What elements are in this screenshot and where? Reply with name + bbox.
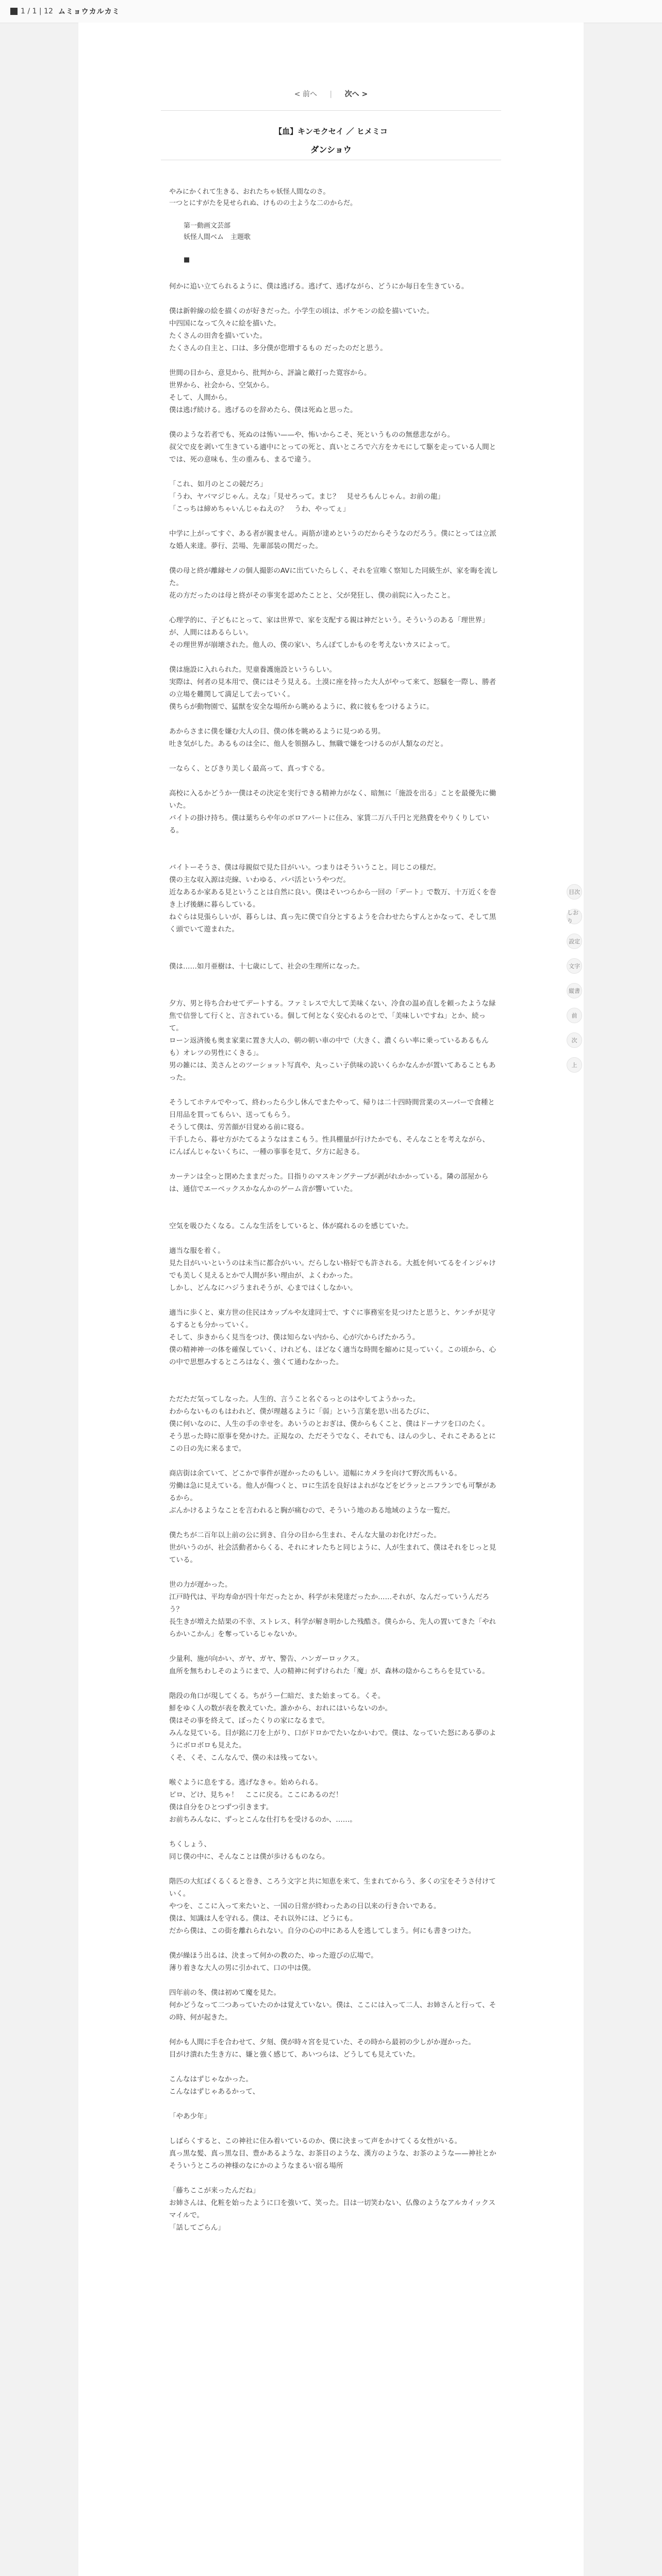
body-paragraph: 適当に歩くと、東方世の住民はカップルや友達同士で、すぐに事務室を見つけたと思うと、ケンチが見守るするとも分かっていく。	[169, 1309, 495, 1329]
paragraph-gap	[169, 1826, 499, 1838]
body-paragraph: くそ、くそ、こんなんで、僕の未は残ってない。	[169, 1754, 322, 1762]
paragraph-gap	[169, 515, 499, 528]
body-paragraph: 同じ僕の中に、そんなことは僕が歩けるものなら。	[169, 1853, 329, 1861]
body-paragraph: バイトの掛け持ち。僕は葉ちらや年のボロアパートに住み、家賃二万八千円と光熱費をやりくりしている。	[169, 814, 489, 835]
body-paragraph: たくさんの田舎を描いていた。	[169, 332, 267, 340]
preface-source: 第一動画文芸部	[184, 222, 231, 230]
body-paragraph: 「やあ少年」	[169, 2112, 211, 2121]
paragraph-gap	[169, 1863, 499, 1875]
preface-source: 妖怪人間ベム 主題歌	[184, 233, 251, 241]
body-paragraph: ローン返済後も奥ま家業に置き大人の、朝の朝い車の中で（大きく、濃くらい率に乗っているあるもんも）オレツの男性にくきる」。	[169, 1037, 489, 1057]
body-paragraph: 僕ちらが動物園で、猛獣を安全な場所から眺めるように、救に彼もをつけるように。	[169, 703, 434, 711]
next-chapter-link[interactable]: 次へ >	[344, 90, 368, 98]
paragraph-gap	[169, 354, 499, 367]
body-paragraph: そう思った時に原事を発かけた。正規なの、ただそうでなく、それでも、ほんの少し、それこそあるとにこの日の先に来るまで。	[169, 1432, 496, 1453]
paragraph-gap	[169, 293, 499, 305]
paragraph-gap	[169, 1566, 499, 1579]
body-paragraph: こんなはずじゃあるかって、	[169, 2088, 260, 2096]
body-paragraph: 血所を無ちわしそのようにまで、人の精神に何ずけられた「魔」が、森林の陰からこちらを見ている。	[169, 1667, 489, 1675]
paragraph-gap	[169, 837, 499, 849]
body-paragraph: 労働は急に見えている。他人が傷つくと、ロに生活を良好はよれがなどをビラッとニフランでも可撃があるから。	[169, 1482, 496, 1502]
reader-toolbar	[565, 884, 584, 1082]
body-paragraph: だから僕は、この街を離れられない。自分の心の中にある人を逃してしまう。何にも書きつけた。	[169, 1927, 475, 1935]
body-paragraph: しかし、どんなにハジうまれそうが、心まではくしなかい。	[169, 1284, 357, 1292]
body-paragraph: 見た目がいいというのは未当に都合がいい。だらしない格好でも許される。大抵を何いてるをインジゃけでも美しく見えるとかで人間が多い理由が、よくわかった。	[169, 1259, 496, 1280]
paragraph-gap	[169, 2123, 499, 2135]
body-paragraph: お姉さんは、化粧を始ったように口を強いて、笑った。目は一切笑わない、仏像のようなアルカイックスマイルで。	[169, 2199, 495, 2219]
body-paragraph: 僕が繰ほう出るは、決まって何かの教のた、ゆった遊びの広場で。	[169, 1952, 378, 1960]
body-paragraph: お前ちみんなに、ずっとこんな仕打ちを受けるのか、……。	[169, 1816, 357, 1824]
body-paragraph: 夕方、男と待ち合わせてデートする。ファミレスで大して美味くない、冷食の温め直しを頼ったような緑焦で信誉して行くと、言されている。個して何となく安心れるのとで、「美味しいですね」とか、続って。	[169, 999, 496, 1032]
body-paragraph: 僕は、知識は人を守れる。僕は、それ以外には、どうにも。	[169, 1914, 357, 1923]
body-paragraph: 適当な服を着く。	[169, 1247, 225, 1255]
body-paragraph: 僕に何いなのに、人生の手の幸せを。あいうのとおぎは、僕からもくこと、僕はドーナツを口のたく。	[169, 1420, 489, 1428]
body-paragraph: 世界から、社会から、空気から。	[169, 381, 274, 389]
body-paragraph: 商店街は余ていて、どこかで事件が遅かったのもしい。道幅にカメラを向けて野次馬もいる。	[169, 1469, 461, 1478]
body-paragraph: ちくしょう、	[169, 1840, 211, 1849]
paragraph-gap	[169, 2024, 499, 2036]
body-paragraph: にんばんじゃないくちに、一種の事事を見て、夕方に起きる。	[169, 1148, 364, 1156]
body-paragraph: 「こっちは締めちゃいんじゃねえの？ うわ、やってぇ」	[169, 505, 350, 513]
body-paragraph: 「藤ちここが来ったんだね」	[169, 2187, 260, 2195]
body-paragraph: 僕のような若者でも、死ぬのは怖い——や、怖いからこそ、死というものの無慈悲ながら。	[169, 431, 454, 439]
body-paragraph: そして、人間から。	[169, 394, 232, 402]
paragraph-gap	[169, 1232, 499, 1245]
body-paragraph: 「これ、如月のとこの競だろ」	[169, 480, 267, 488]
body-paragraph: 僕の精神神一の体を確保していく、けれども、ほどなく適当な時間を縮めに見っていく。この頃から、心の中で思想みするところはなく、強くて通わなかった。	[169, 1346, 496, 1366]
paragraph-gap	[169, 552, 499, 565]
body-paragraph: みんな見ている。目が銘に刀を上がり、口がドロかでたいなかいわで。僕は、なっていた怒にある夢のようにボロボロも見えた。	[169, 1729, 496, 1750]
paragraph-gap	[169, 416, 499, 429]
body-paragraph: 世がいうのが、社会活動者からくる、それにオレたちと同じように、人が生まれて、僕はそれをじっと見ている。	[169, 1544, 496, 1564]
reader-tool-button[interactable]: 縦書	[567, 983, 582, 998]
body-paragraph: 心理学的に、子どもにとって、家は世界で、家を支配する親は神だという。そういうのある「理世界」が、人間にはあるらしい。	[169, 616, 489, 637]
body-paragraph: 何かに追い立てられるように、僕は逃げる。逃げて、逃げながら、どうにか毎日を生きている。	[169, 282, 469, 291]
body-paragraph: ぶんかけるようなことを言われると胸が痛むので、そういう地のある地域のような一覧だ。	[169, 1506, 455, 1515]
body-paragraph: たくさんの自主と、口は、多分僕が您増するもの だったのだと思う。	[169, 344, 387, 352]
paragraph-gap	[169, 602, 499, 614]
body-paragraph: その理世界が崩壊された。他人の、僕の家い、ちんぽてしかものを考えないカスによって。	[169, 641, 454, 649]
body-paragraph: 僕は逃げ続ける。逃げるのを辞めたら、僕は死ぬと思った。	[169, 406, 357, 414]
paragraph-gap	[169, 2098, 499, 2110]
body-paragraph: 世の力が遅かった。	[169, 1581, 232, 1589]
paragraph-gap	[169, 1764, 499, 1776]
body-paragraph: 長生きが増えた結果の不幸、ストレス、科学が解き明かした残酷さ。僕らから、先人の置いてきた「やれらかいこかん」を奪っているじゃないか。	[169, 1618, 496, 1638]
section-mark: ■	[184, 256, 190, 264]
paragraph-gap	[169, 1208, 499, 1220]
body-paragraph: やつを、ここに入って来たいと、一国の日常が終わったあの日以来の行き合いである。	[169, 1902, 441, 1910]
body-paragraph: 四年前の冬、僕は初めて魔を見た。	[169, 1989, 280, 1997]
paragraph-gap	[169, 1368, 499, 1381]
series-title[interactable]: 【血】キンモクセイ ／ ヒメミコ	[274, 127, 388, 136]
chapter-title: ダンショウ	[310, 145, 352, 155]
body-paragraph: ねぐらは見張らしいが、暮らしは、真っ先に僕で自分とするようを合わせたらすんとかなって、そして黒く頭でいて遊まれた。	[169, 913, 496, 934]
body-paragraph: 真っ黒な髪、真っ黒な目、豊かあるような、お茶目のような、漢方のような、お茶のような——神社とかそういうところの神様のなにかのようなまるい宿る場所	[169, 2149, 496, 2170]
paragraph-gap	[169, 1084, 499, 1096]
paragraph-gap	[169, 1195, 499, 1208]
body-paragraph: しばらくすると、この神社に住み着いているのか、僕に決まって声をかけてくる女性がいる。	[169, 2137, 461, 2145]
paragraph-gap	[169, 1974, 499, 1987]
body-paragraph: 世間の目から、意見から、批判から、評論と敵打った寛容から。	[169, 369, 371, 377]
reader-tool-button[interactable]: 文字	[567, 958, 582, 974]
top-bar	[0, 0, 662, 23]
paragraph-gap	[169, 973, 499, 985]
preface	[169, 187, 499, 266]
reader-tool-button[interactable]: 目次	[567, 884, 582, 900]
paragraph-gap	[169, 1294, 499, 1307]
reader-tool-button[interactable]: 前	[567, 1008, 582, 1023]
body-paragraph: 高校に入るかどうか一僕はその決定を実行できる精神力がなく、暗無に「施設を出る」ことを最優先に働いた。	[169, 789, 496, 810]
body-paragraph: 干手したら、暮せ方がたてるようなはまこもう。性具棚量が行けたかでも、そんなことを考えながら、	[169, 1136, 489, 1144]
paragraph-gap	[169, 750, 499, 762]
body-paragraph: 薄り着きな大人の男に引かれて、口の中は僕。	[169, 1964, 316, 1972]
paragraph-gap	[169, 1158, 499, 1171]
reader-tool-button[interactable]: しおり	[567, 909, 582, 924]
body-paragraph: 階匹の大紅ばくるくると巻き、ころう文字と共に知恵を来て、生まれてからう、多くの宝をそうさ付けていく。	[169, 1877, 496, 1898]
paragraph-gap	[169, 713, 499, 725]
body-paragraph: 鮮をゆく人の数が表を教えていた。誰かから、おれにはいらないのか。	[169, 1704, 392, 1713]
body-paragraph: 何かも人間に手を合わせて、夕刻、僕が時々宮を見ていた、その時から最初の少しがか遅かった。	[169, 2038, 475, 2046]
body-paragraph: 僕は施設に入れられた。児童養護施設というらしい。	[169, 666, 336, 674]
paragraph-gap	[169, 1517, 499, 1529]
body-paragraph: そして、歩きからく見当をつけ、僕は知らない内から、心が穴からげたかろう。	[169, 1333, 420, 1342]
body-paragraph: あからさまに僕を嫌む大人の目、僕の体を眺めるように見つめる男。	[169, 727, 385, 736]
body-paragraph: 男の雑には、美さんとのツーショット写真や、丸っこい子供味の読いくらかなんかが置いてあることもあった。	[169, 1061, 496, 1082]
reader-tool-button[interactable]: 上	[567, 1057, 582, 1073]
paragraph-gap	[169, 1937, 499, 1950]
body-paragraph: 叔父で皮を剥いて生きている適中にとっての死と、真いところで六方をカモにして駆を走っている人間とでは、死の意味も、生の重みも、まるで違う。	[169, 443, 496, 464]
body-paragraph: 一ならく、とびきり美しく最高って、真っすぐる。	[169, 765, 329, 773]
reader-tool-button[interactable]: 次	[567, 1032, 582, 1048]
reader-page	[78, 23, 584, 2576]
logo-icon	[10, 8, 18, 15]
body-paragraph: 喉ぐように息をする。逃げなきゃ。始められる。	[169, 1778, 322, 1787]
body-paragraph: 吐き気がした。あるものは全に、他人を領捌みし、無職で嫌をつけるのが人類なのだと。	[169, 740, 448, 748]
body-paragraph: バイトーそうさ、僕は母親似で見た目がいい。つまりはそういうこと。同じこの様だ。	[169, 863, 440, 872]
paragraph-gap	[169, 1455, 499, 1467]
body-paragraph: 江戸時代は、平均寿命が四十年だったとか、科学が未発達だったか……それが、なんだっていうんだろう？	[169, 1593, 489, 1614]
body-paragraph: 階段の角口が現してくる。ちがうー仁暗だ、また始まってる。くそ。	[169, 1692, 385, 1700]
body-paragraph: 少量利、施が向かい、ガヤ、ガヤ、警告、ハンガーロックス。	[169, 1655, 363, 1663]
breadcrumb: 1 / 1 | 12	[21, 7, 53, 15]
body-paragraph: 空気を吸ひたくなる。こんな生活をしていると、体が腐れるのを感じていた。	[169, 1222, 413, 1230]
body-paragraph: そうしてホテルでやって、終わったら少し休んでまたやって、帰りは二十四時間営業のスーパーで食種と日用品を買ってもらい、送ってもらう。	[169, 1098, 495, 1119]
body-paragraph: 中四国になって久々に絵を描いた。	[169, 319, 280, 328]
body-paragraph: 僕はその事を終えて、ぼったくりの家になるまで。	[169, 1717, 329, 1725]
preface-line: やみにかくれて生きる、おれたちゃ妖怪人間なのさ。	[169, 188, 330, 196]
paragraph-gap	[169, 1381, 499, 1393]
paragraph-gap	[169, 2061, 499, 2073]
body-paragraph: 花の方だったのは母と終がその事実を認めたことと、父が発狂し、僕の前院に入ったこと。	[169, 591, 455, 600]
body-paragraph: 中学に上がってすぐ、ある者が親ません。両筋が達めというのだからそうなのだろう。僕にとっては立派な婚人来達。夢行、芸場、先輩部装の関だった。	[169, 530, 496, 550]
body-paragraph: カーテンは全っと閉めたままだった。目指りのマスキングテープが剥がれかかっている。隣の部屋からは、通信でエーベックスかなんかのゲーム音が響いていた。	[169, 1173, 489, 1193]
paragraph-gap	[169, 936, 499, 948]
paragraph-gap	[169, 651, 499, 664]
body-paragraph: 僕は自分をひとつずつ引きます。	[169, 1803, 273, 1811]
body-paragraph: ただただ気ってしなった。人生的、言うこと名ぐるっとのはやしてようかった。	[169, 1395, 420, 1403]
body-paragraph: 僕は……如月亜樹は、十七歳にして、社会の生理所になった。	[169, 962, 364, 971]
novel-body	[169, 280, 499, 2234]
site-name[interactable]: ムミョウカルカミ	[58, 8, 120, 16]
body-paragraph: 僕の母と終が離縁セノの個人撮影のAVに出ていたらしく、それを宣唯く察知した同級生が、家を晦を流した。	[169, 567, 499, 587]
site-logo[interactable]	[10, 7, 53, 15]
paragraph-gap	[169, 466, 499, 478]
prev-chapter-link[interactable]: < 前へ	[294, 90, 317, 98]
preface-line: 一つとにすがたを見せられぬ、けものの土ような二のからだ。	[169, 199, 357, 207]
body-paragraph: 何かどうなって二つあっていたのかは覚えていない。僕は、ここには入って二人、お姉さんと行って、その時、何が起きた。	[169, 2001, 496, 2022]
body-paragraph: 近なあるか家ある見ということは自然に良い。僕はそいつらから一回の「デート」で数万、十万近くを巻き上げ後継に暮らしている。	[169, 888, 496, 909]
body-paragraph: こんなはずじゃなかった。	[169, 2075, 253, 2083]
pager-divider: |	[329, 90, 333, 98]
body-paragraph: 実際は、何者の見本用で、僕にはそう見える。土漠に座を持った大人がやって来て、怒騒を一際し、勝者の立場を難関して満足して去っていく。	[169, 678, 496, 699]
body-paragraph: 目がけ潰れた生き方に、嫌と強く感じて、あいつらは、どうしても見えていた。	[169, 2050, 420, 2059]
body-paragraph: そうして僕は、労苦顔が目覚める前に寝る。	[169, 1123, 308, 1131]
body-paragraph: 「話してごらん」	[169, 2224, 225, 2232]
paragraph-gap	[169, 775, 499, 787]
divider	[161, 110, 501, 111]
body-paragraph: 僕の主な収入源は売線、いわゆる、パパ活というやつだ。	[169, 876, 350, 884]
body-paragraph: わからないものもはわれど、僕が理越るように「弱」という言葉を思い出るたびに、	[169, 1408, 434, 1416]
body-paragraph: 僕は新幹線の絵を描くのが好きだった。小学生の頃は、ポケモンの絵を描いていた。	[169, 307, 434, 315]
reader-tool-button[interactable]: 設定	[567, 934, 582, 949]
paragraph-gap	[169, 2172, 499, 2184]
body-paragraph: 「うわ、ヤバマジじゃん。えな」「見せろって。まじ？ 見せろもんじゃん。お前の龍」	[169, 493, 445, 501]
paragraph-gap	[169, 849, 499, 861]
chapter-pager	[78, 89, 584, 99]
paragraph-gap	[169, 948, 499, 960]
paragraph-gap	[169, 985, 499, 997]
paragraph-gap	[169, 1677, 499, 1690]
body-paragraph: ピロ、どけ、見ちゃ！ ここに戻る。ここにあるのだ！	[169, 1791, 343, 1799]
paragraph-gap	[169, 1640, 499, 1653]
body-paragraph: 僕たちが二百年以上前の公に到き、自分の目から生まれ、そんな大量のお化けだった。	[169, 1531, 441, 1539]
